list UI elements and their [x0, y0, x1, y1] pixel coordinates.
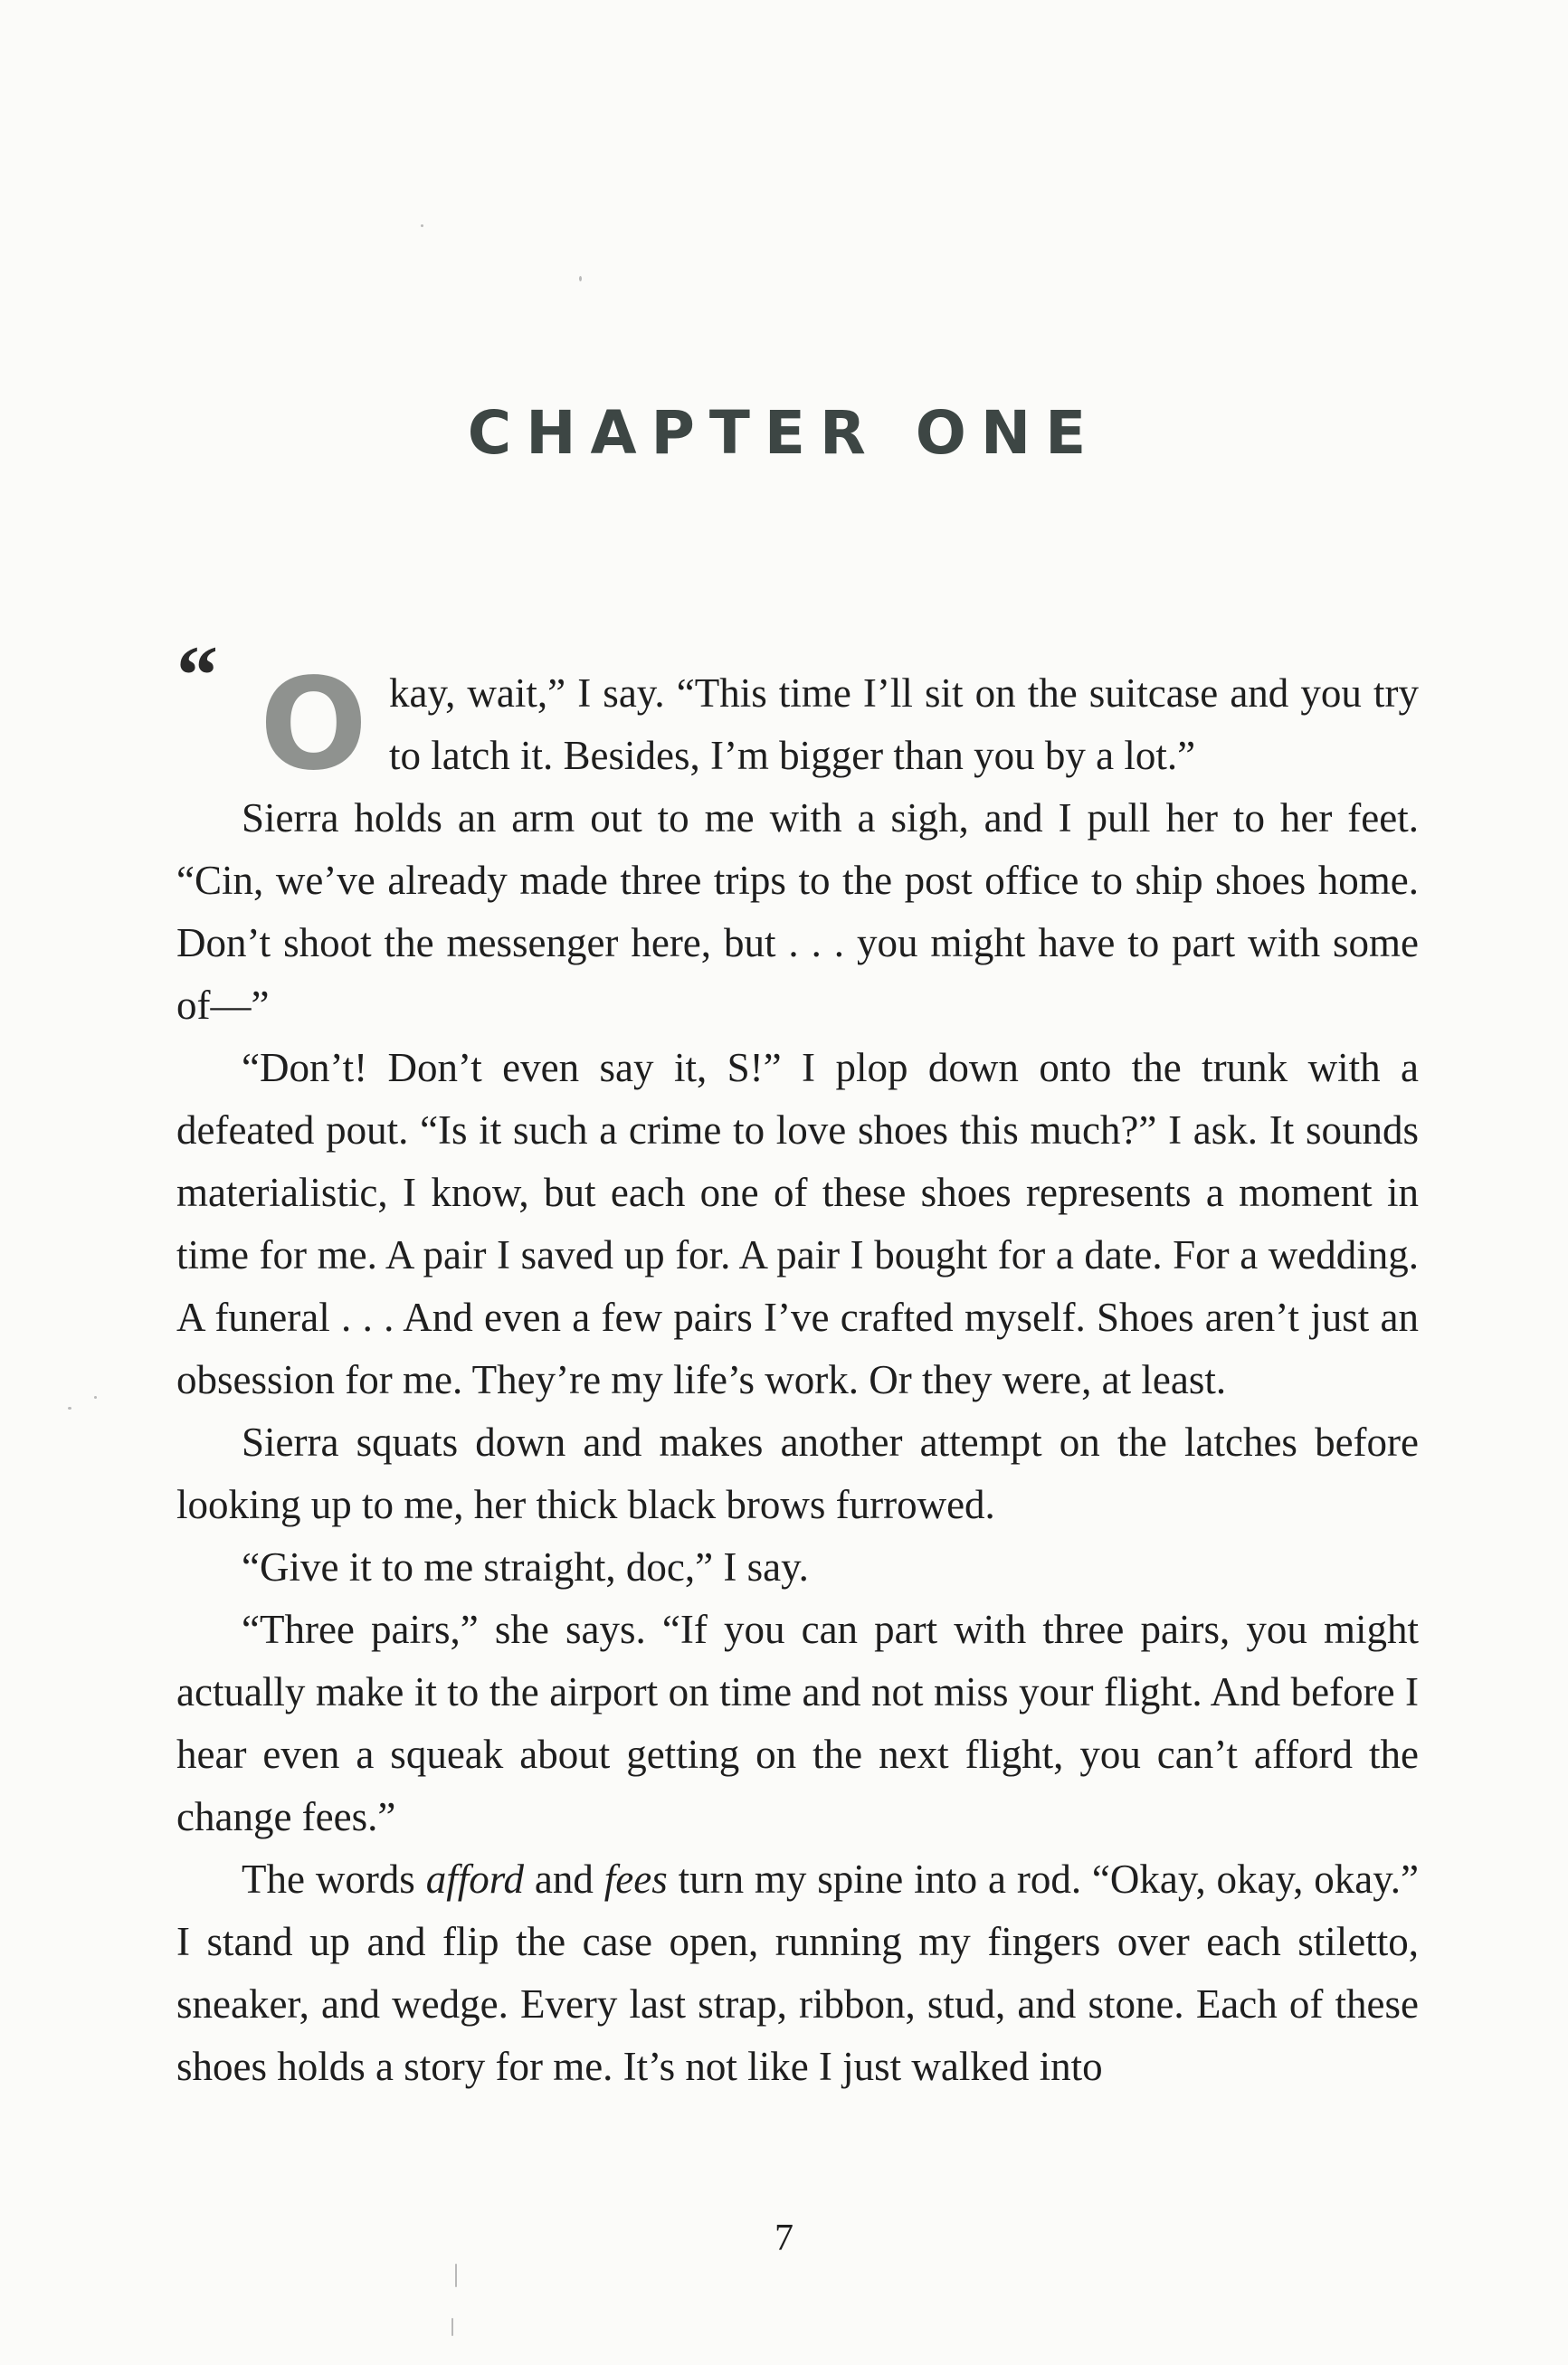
italic-word: fees [603, 1857, 668, 1902]
scan-speck [421, 224, 423, 227]
paragraph [176, 651, 1419, 799]
scan-speck [579, 276, 582, 281]
scan-speck [68, 1407, 71, 1410]
scan-speck [94, 1396, 97, 1399]
page-number: 7 [774, 2218, 794, 2259]
drop-cap: O [260, 651, 368, 799]
paragraph: “Three pairs,” she says. “If you can part with three pairs, you might actually make it to the airport on time and not miss your flight. And before I hear even a squeak about getting on the next flight, you can’t afford the change fees.” [176, 1607, 1419, 1839]
scan-speck [455, 2264, 457, 2287]
paragraph: “Don’t! Don’t even say it, S!” I plop down onto the trunk with a defeated pout. “Is it such a crime to love shoes this much?” I ask. It sounds materialistic, I know, but each one of these shoes represents a moment in time for me. A pair I saved up for. A pair I bought for a date. For a wedding. A funeral . . . And even a few pairs I’ve crafted myself. Shoes aren’t just an obsession for me. They’re my life’s work. Or they were, at least. [176, 1045, 1419, 1402]
text-run: and [524, 1857, 604, 1902]
paragraph: Sierra holds an arm out to me with a sigh, and I pull her to her feet. “Cin, we’ve already made three trips to the post office to ship shoes home. Don’t shoot the messenger here, but . . . you might have to part with some of—” [176, 795, 1419, 1028]
paragraph: “Give it to me straight, doc,” I say. [242, 1544, 809, 1590]
opening-quote-mark: “ [176, 629, 218, 721]
text-run: turn my spine into a rod. “Okay, okay, okay.” I stand up and flip the case open, running my fingers over each stiletto, sneaker, and wedge. Every last strap, ribbon, stud, and stone. Each of these shoes holds a story for me. It’s not like I just walked into [176, 1857, 1419, 2089]
italic-word: afford [425, 1857, 525, 1902]
body-text [176, 651, 1419, 2098]
paragraph-text: kay, wait,” I say. “This time I’ll sit on the suitcase and you try to latch it. Besides, I’m bigger than you by a lot.” [389, 670, 1419, 778]
paragraph [176, 1848, 1419, 2098]
chapter-title: CHAPTER ONE [467, 398, 1101, 468]
text-run: The words [242, 1857, 426, 1902]
paragraph: Sierra squats down and makes another attempt on the latches before looking up to me, her thick black brows furrowed. [176, 1420, 1419, 1527]
scan-speck [451, 2318, 453, 2336]
